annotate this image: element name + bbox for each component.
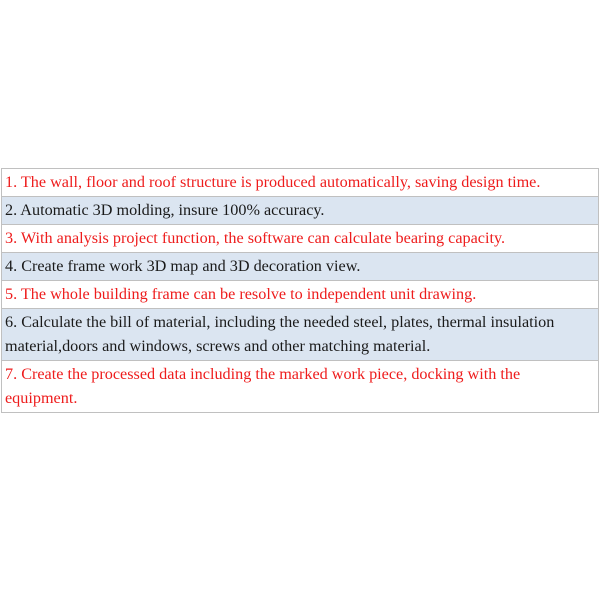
feature-text-2: 2. Automatic 3D molding, insure 100% accuracy. bbox=[2, 197, 599, 225]
feature-row-5 bbox=[2, 281, 599, 309]
feature-row-7 bbox=[2, 361, 599, 413]
feature-row-4 bbox=[2, 253, 599, 281]
feature-text-4: 4. Create frame work 3D map and 3D decoration view. bbox=[2, 253, 599, 281]
feature-list-table bbox=[1, 168, 599, 413]
feature-list-body bbox=[2, 169, 599, 413]
feature-row-1 bbox=[2, 169, 599, 197]
feature-text-3: 3. With analysis project function, the software can calculate bearing capacity. bbox=[2, 225, 599, 253]
feature-row-6 bbox=[2, 309, 599, 361]
feature-text-5: 5. The whole building frame can be resolve to independent unit drawing. bbox=[2, 281, 599, 309]
feature-text-7: 7. Create the processed data including the marked work piece, docking with the equipment. bbox=[2, 361, 599, 413]
feature-row-2 bbox=[2, 197, 599, 225]
feature-row-3 bbox=[2, 225, 599, 253]
feature-text-1: 1. The wall, floor and roof structure is produced automatically, saving design time. bbox=[2, 169, 599, 197]
feature-text-6: 6. Calculate the bill of material, including the needed steel, plates, thermal insulation material,doors and windows, screws and other matching material. bbox=[2, 309, 599, 361]
